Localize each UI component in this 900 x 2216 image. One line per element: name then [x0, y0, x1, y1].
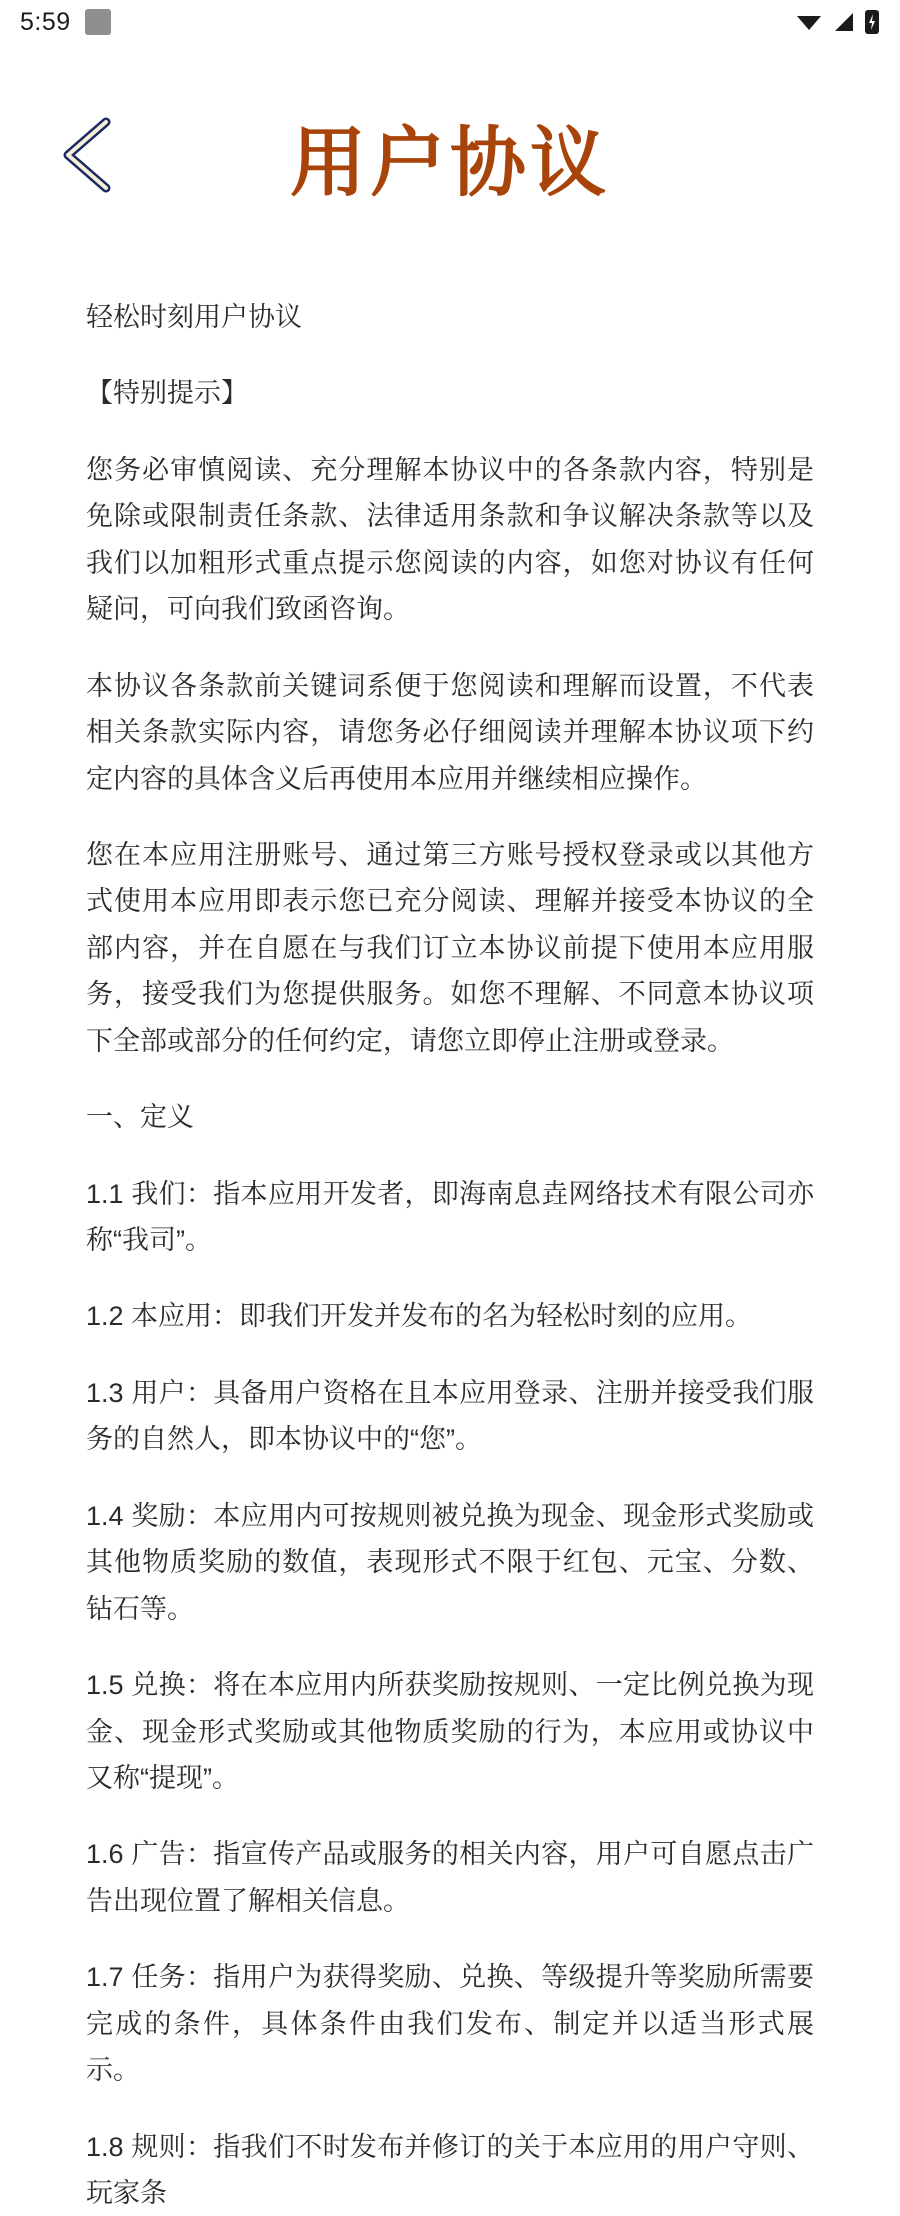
app-square-icon [85, 9, 111, 35]
page-title: 用户协议 [290, 121, 610, 206]
paragraph: 1.5 兑换：将在本应用内所获奖励按规则、一定比例兑换为现金、现金形式奖励或其他物质奖励的行为，本应用或协议中又称“提现”。 [86, 1670, 814, 1793]
paragraph: 【特别提示】 [86, 378, 248, 409]
wifi-icon [796, 11, 822, 33]
paragraph: 1.6 广告：指宣传产品或服务的相关内容，用户可自愿点击广告出现位置了解相关信息。 [86, 1839, 814, 1916]
page-header [0, 44, 900, 234]
paragraph: 本协议各条款前关键词系便于您阅读和理解而设置，不代表相关条款实际内容，请您务必仔细阅读并理解本协议项下约定内容的具体含义后再使用本应用并继续相应操作。 [86, 670, 814, 794]
status-bar [0, 0, 900, 44]
battery-charging-icon [864, 9, 880, 35]
status-bar-left [20, 8, 111, 37]
agreement-content [0, 234, 900, 2216]
paragraph: 1.2 本应用：即我们开发并发布的名为轻松时刻的应用。 [86, 1301, 753, 1332]
paragraph: 1.1 我们：指本应用开发者，即海南息垚网络技术有限公司亦称“我司”。 [86, 1178, 814, 1255]
section-heading: 一、定义 [86, 1102, 194, 1133]
paragraph: 1.3 用户：具备用户资格在且本应用登录、注册并接受我们服务的自然人，即本协议中的“您”。 [86, 1377, 814, 1455]
signal-icon [831, 11, 855, 33]
paragraph: 您在本应用注册账号、通过第三方账号授权登录或以其他方式使用本应用即表示您已充分阅读、理解并接受本协议的全部内容，并在自愿在与我们订立本协议前提下使用本应用服务，接受我们为您提供服务。如您不理解、不同意本协议项下全部或部分的任何约定，请您立即停止注册或登录。 [86, 839, 814, 1056]
paragraph: 轻松时刻用户协议 [86, 302, 302, 332]
status-bar-right [796, 9, 880, 35]
paragraph: 1.4 奖励：本应用内可按规则被兑换为现金、现金形式奖励或其他物质奖励的数值，表现形式不限于红包、元宝、分数、钻石等。 [86, 1500, 814, 1624]
status-clock: 5:59 [20, 7, 71, 36]
paragraph: 1.8 规则：指我们不时发布并修订的关于本应用的用户守则、玩家条 [86, 2131, 814, 2208]
paragraph: 您务必审慎阅读、充分理解本协议中的各条款内容，特别是免除或限制责任条款、法律适用条款和争议解决条款等以及我们以加粗形式重点提示您阅读的内容，如您对协议有任何疑问，可向我们致函咨询。 [86, 454, 814, 625]
paragraph: 1.7 任务：指用户为获得奖励、兑换、等级提升等奖励所需要完成的条件，具体条件由我们发布、制定并以适当形式展示。 [86, 1962, 814, 2086]
